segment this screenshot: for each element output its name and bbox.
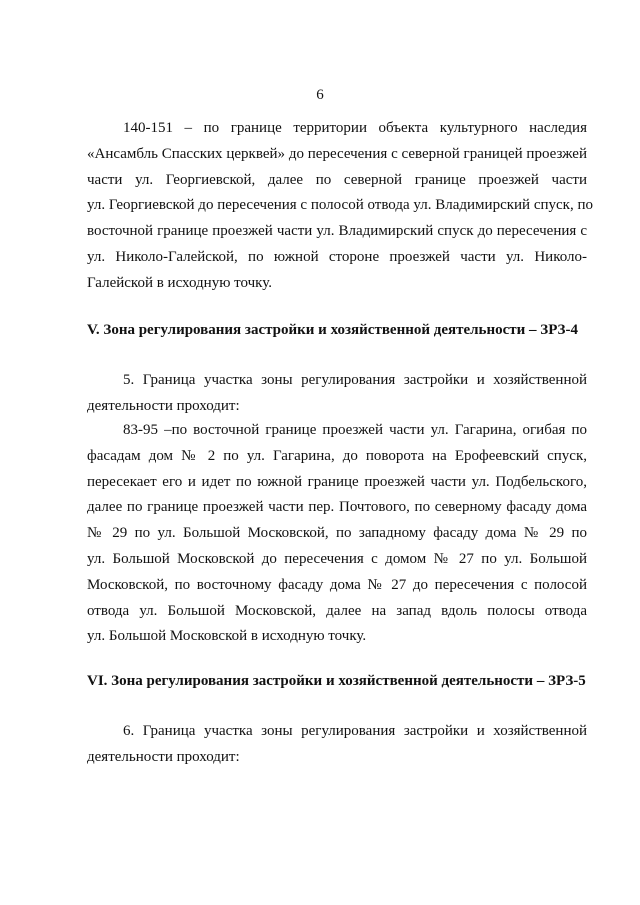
paragraph-line: далее по границе проезжей части пер. Почтового, по северному фасаду дома [87, 499, 587, 516]
paragraph-line: пересекает его и идет по южной границе проезжей части ул. Подбельского, [87, 473, 587, 490]
paragraph-line: отвода ул. Большой Московской, далее на запад вдоль полосы отвода [87, 602, 587, 619]
paragraph-line: 83-95 –по восточной границе проезжей части ул. Гагарина, огибая по [123, 422, 587, 438]
paragraph-section-5-intro [87, 368, 587, 420]
paragraph-line: 140-151 – по границе территории объекта культурного наследия [123, 120, 587, 136]
paragraph-line: ул. Большой Московской до пересечения с домом № 27 по ул. Большой [87, 550, 587, 567]
paragraph-line: ул. Большой Московской в исходную точку. [87, 628, 367, 645]
paragraph-line: ул. Николо-Галейской, по южной стороне проезжей части ул. Николо- [87, 248, 587, 265]
paragraph-line: Московской, по восточному фасаду дома № 27 до пересечения с полосой [87, 576, 587, 593]
paragraph-boundary-83-95 [87, 418, 587, 650]
paragraph-line: «Ансамбль Спасских церквей» до пересечения с северной границей проезжей [87, 145, 587, 162]
paragraph-line: восточной границе проезжей части ул. Владимирский спуск до пересечения с [87, 223, 587, 240]
page-number: 6 [316, 87, 324, 103]
paragraph-line: деятельности проходит: [87, 397, 240, 414]
paragraph-line: № 29 по ул. Большой Московской, по западному фасаду дома № 29 по [87, 525, 587, 542]
paragraph-line: деятельности проходит: [87, 748, 240, 765]
paragraph-line: Галейской в исходную точку. [87, 274, 272, 291]
paragraph-line: части ул. Георгиевской, далее по северной границе проезжей части [87, 171, 587, 188]
section-heading-zrz-5: VI. Зона регулирования застройки и хозяйственной деятельности – ЗРЗ-5 [87, 673, 586, 689]
paragraph-line: фасадам дом № 2 по ул. Гагарина, до поворота на Ерофеевский спуск, [87, 447, 587, 464]
paragraph-line: 6. Граница участка зоны регулирования застройки и хозяйственной [123, 723, 587, 739]
paragraph-boundary-140-151 [87, 116, 593, 297]
paragraph-section-6-intro [87, 719, 587, 771]
section-heading-zrz-4: V. Зона регулирования застройки и хозяйственной деятельности – ЗРЗ-4 [87, 322, 578, 338]
paragraph-line: 5. Граница участка зоны регулирования застройки и хозяйственной [123, 372, 587, 388]
paragraph-line: ул. Георгиевской до пересечения с полосой отвода ул. Владимирский спуск, по [87, 197, 593, 214]
